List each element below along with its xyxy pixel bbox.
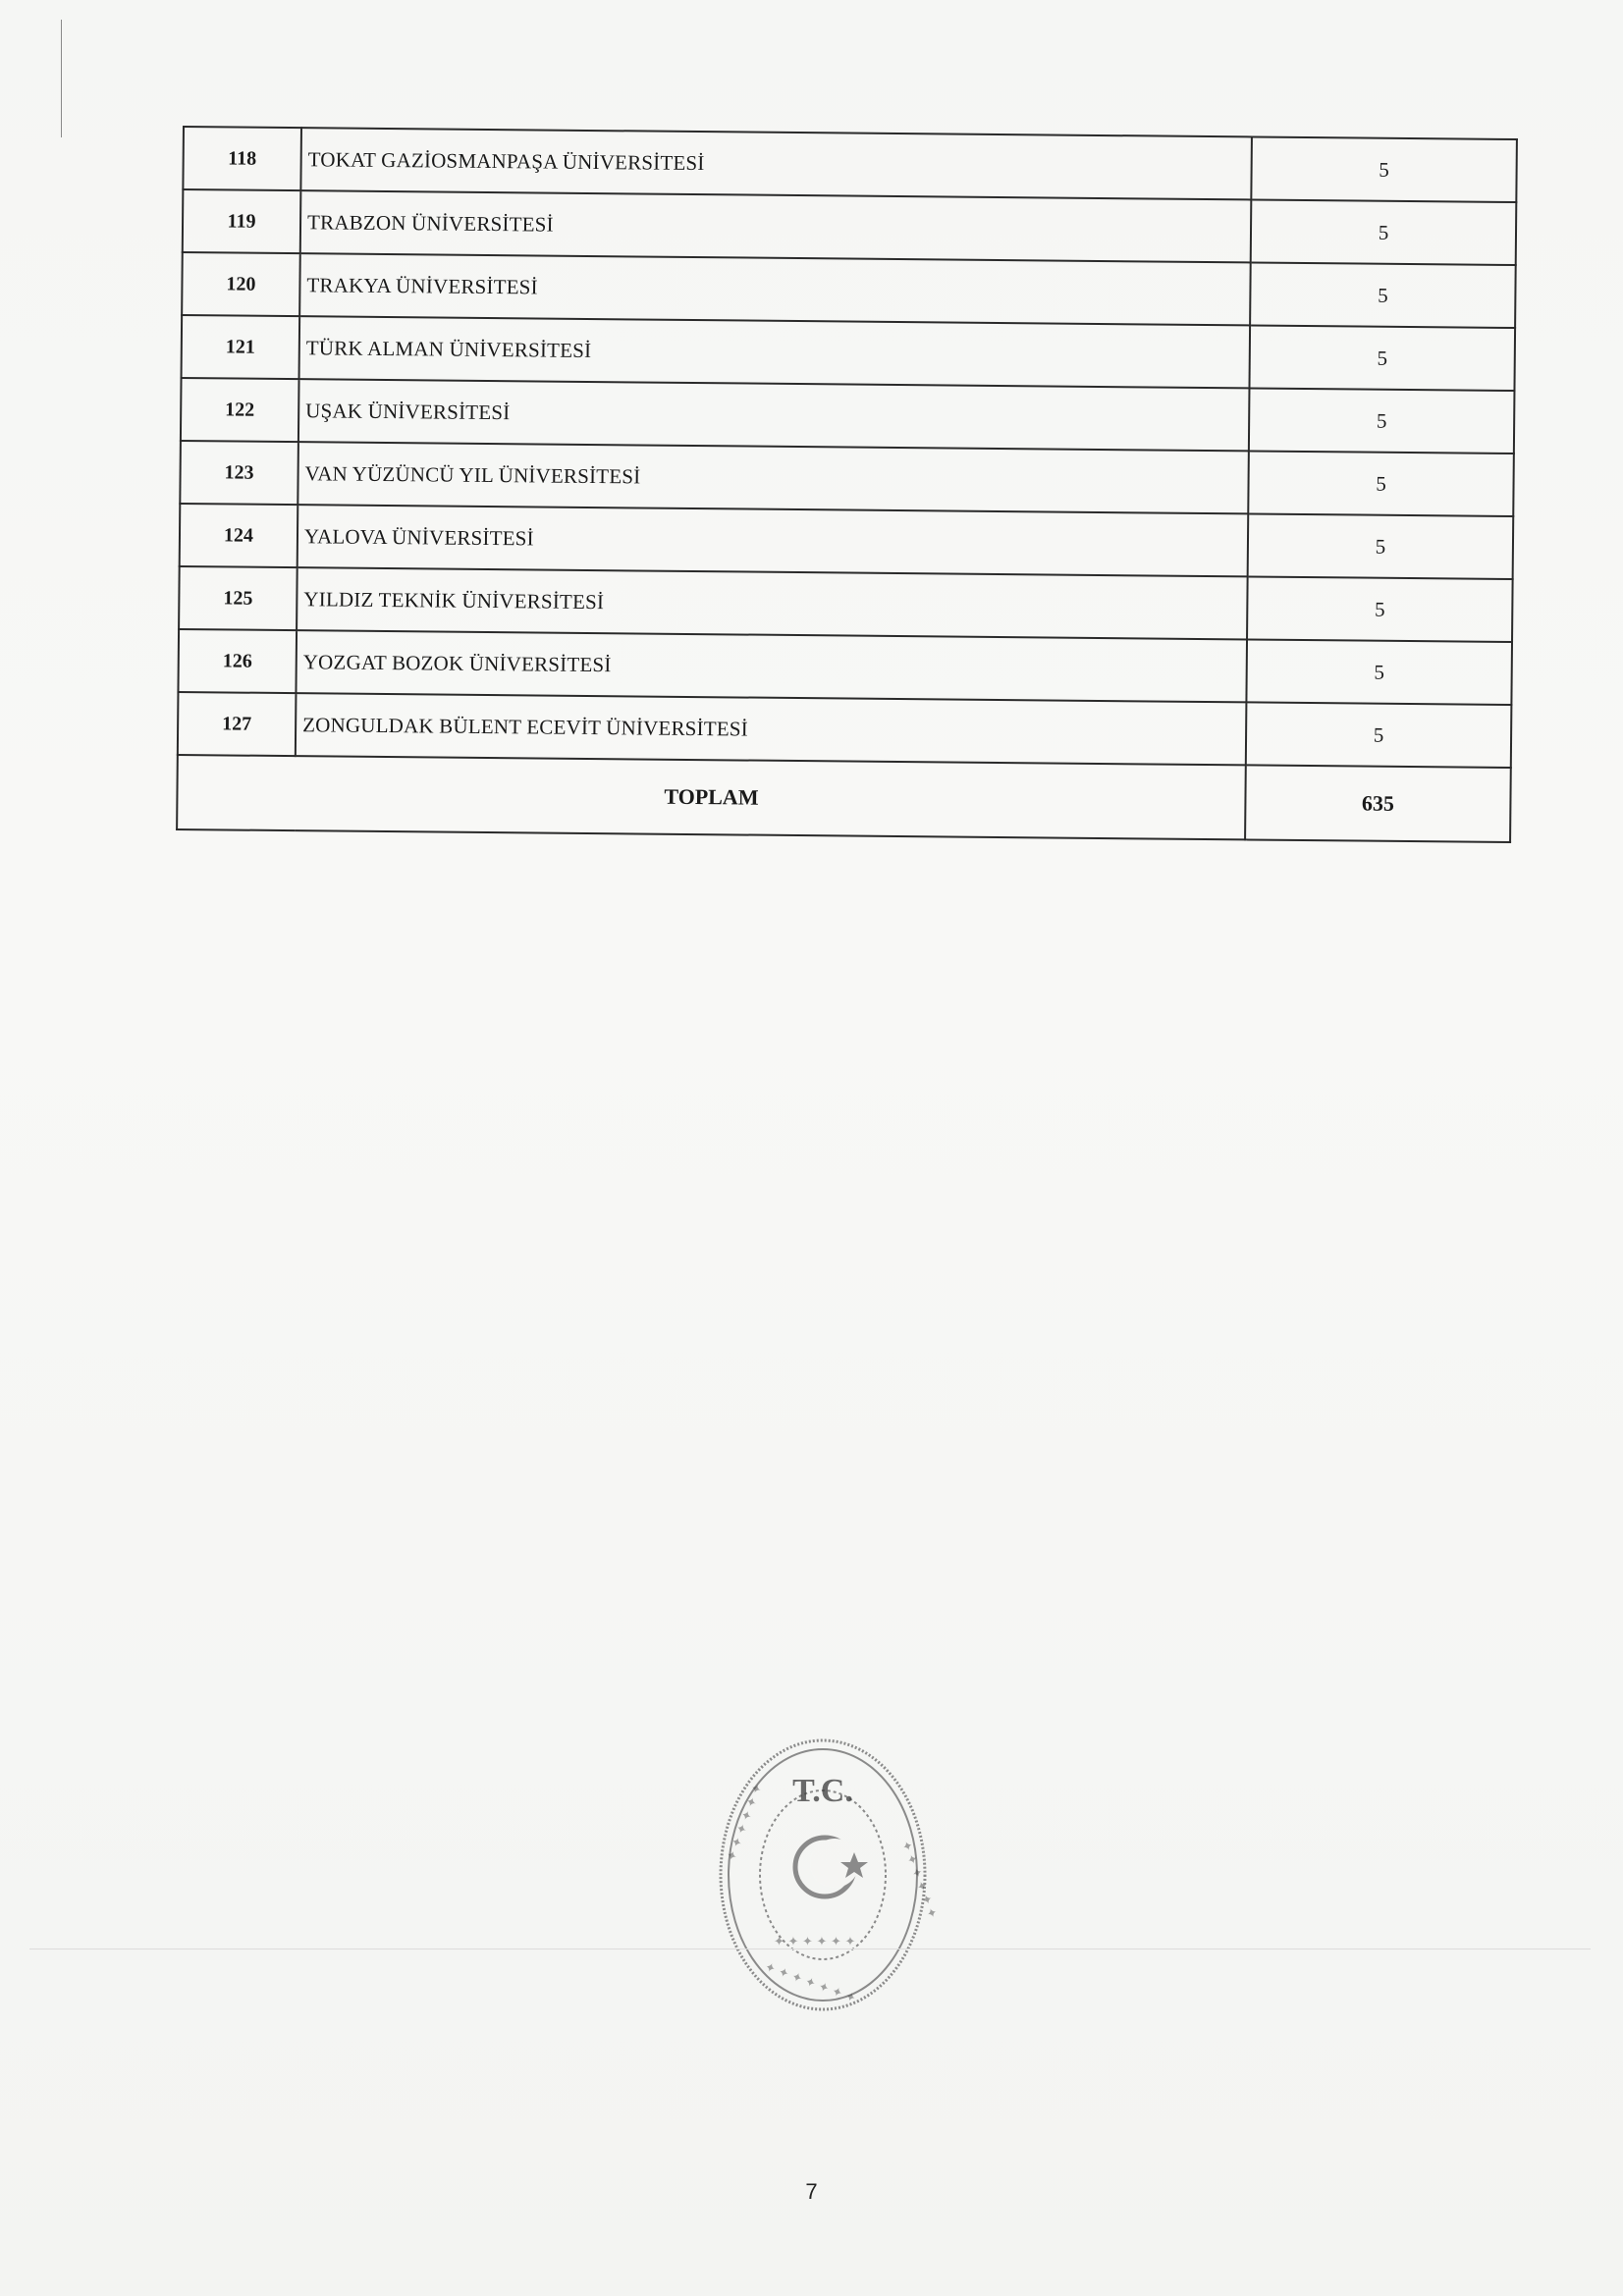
seal-header-text: T.C. (792, 1773, 853, 1809)
total-value: 635 (1245, 765, 1511, 842)
row-number: 125 (179, 566, 298, 630)
university-name: TRABZON ÜNİVERSİTESİ (300, 190, 1252, 262)
row-number: 124 (180, 504, 298, 567)
row-number: 123 (180, 441, 298, 505)
page-number: 7 (805, 2179, 818, 2204)
university-name: YOZGAT BOZOK ÜNİVERSİTESİ (296, 630, 1247, 702)
university-name: UŞAK ÜNİVERSİTESİ (298, 379, 1250, 451)
row-number: 126 (178, 629, 297, 693)
university-name: ZONGULDAK BÜLENT ECEVİT ÜNİVERSİTESİ (296, 693, 1247, 765)
university-name: YILDIZ TEKNİK ÜNİVERSİTESİ (297, 567, 1248, 639)
row-number: 127 (178, 692, 297, 756)
quota-count: 5 (1250, 262, 1516, 328)
scan-edge-mark (61, 20, 62, 137)
university-name: YALOVA ÜNİVERSİTESİ (298, 505, 1249, 576)
university-name: TÜRK ALMAN ÜNİVERSİTESİ (299, 316, 1251, 388)
official-seal (715, 1735, 941, 2015)
svg-text:✦ ✦ ✦ ✦ ✦ ✦: ✦ ✦ ✦ ✦ ✦ ✦ (774, 1934, 856, 1949)
row-number: 121 (182, 315, 300, 379)
row-number: 120 (182, 252, 300, 316)
quota-count: 5 (1248, 513, 1514, 579)
university-name: TOKAT GAZİOSMANPAŞA ÜNİVERSİTESİ (300, 128, 1252, 199)
quota-count: 5 (1246, 639, 1512, 705)
university-name: VAN YÜZÜNCÜ YIL ÜNİVERSİTESİ (298, 442, 1249, 513)
quota-count: 5 (1246, 702, 1512, 768)
svg-text:✦ ✦ ✦ ✦ ✦ ✦: ✦ ✦ ✦ ✦ ✦ ✦ (898, 1838, 941, 1921)
quota-count: 5 (1249, 388, 1515, 454)
row-number: 118 (183, 127, 301, 190)
svg-text:✦ ✦ ✦ ✦ ✦ ✦: ✦ ✦ ✦ ✦ ✦ ✦ (723, 1781, 766, 1864)
total-label: TOPLAM (177, 755, 1246, 839)
university-name: TRAKYA ÜNİVERSİTESİ (299, 253, 1251, 325)
quota-count: 5 (1248, 451, 1514, 516)
row-number: 119 (183, 189, 301, 253)
quota-count: 5 (1251, 199, 1517, 265)
total-row (177, 755, 1511, 842)
seal-stamp-graphic (715, 1735, 941, 2015)
quota-count: 5 (1247, 576, 1513, 642)
svg-text:✦ ✦ ✦ ✦ ✦ ✦ ✦: ✦ ✦ ✦ ✦ ✦ ✦ ✦ (762, 1958, 859, 2006)
quota-count: 5 (1249, 325, 1515, 391)
university-quota-table (176, 126, 1518, 843)
row-number: 122 (181, 378, 299, 442)
quota-count: 5 (1251, 136, 1517, 202)
